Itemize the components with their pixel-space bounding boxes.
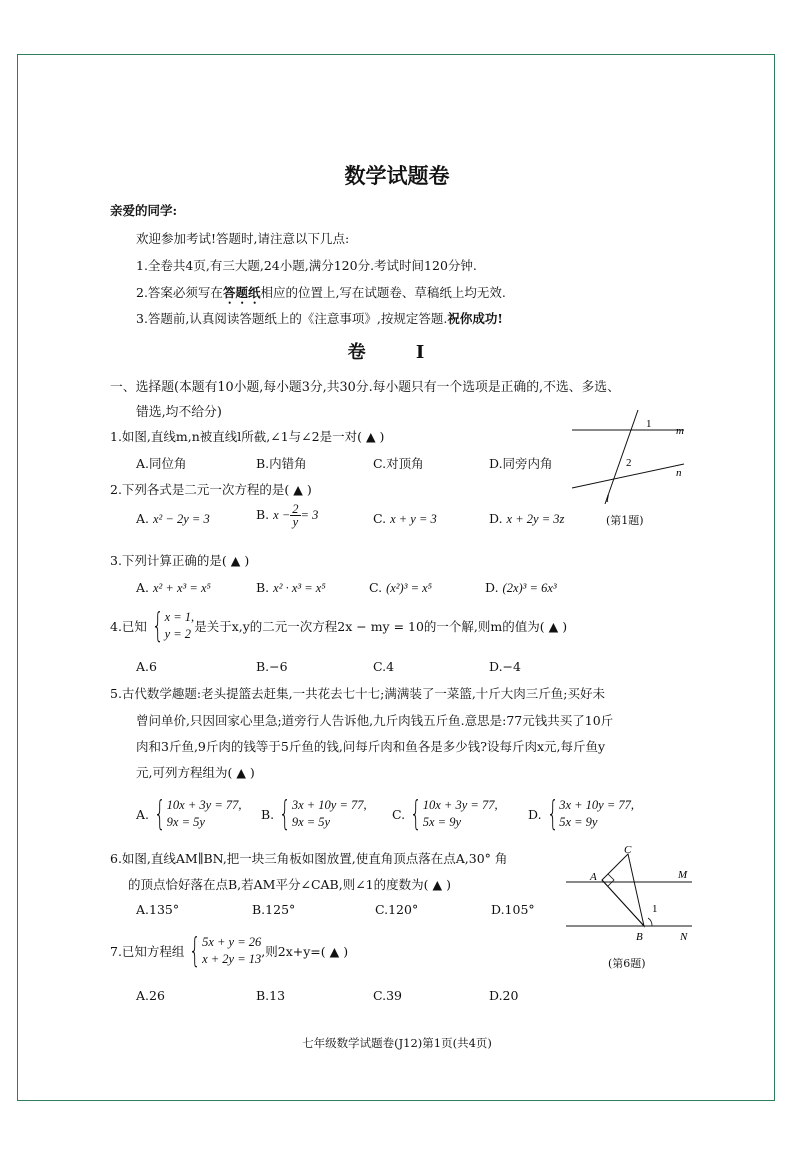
q3-a-label: A. <box>136 580 150 595</box>
q4-option-b: B.−6 <box>256 659 288 674</box>
label-m: M <box>678 869 688 881</box>
brace-icon: { <box>546 794 559 834</box>
section-title: 卷 I <box>347 342 447 363</box>
page-title: 数学试题卷 <box>344 163 450 188</box>
q7-option-d: D.20 <box>489 988 519 1003</box>
q4-row1: x = 1, <box>164 610 195 624</box>
q7-row2: x + 2y = 13 <box>202 952 262 966</box>
q7-row1: 5x + y = 26 <box>202 935 262 949</box>
label-l: l <box>606 493 610 505</box>
q3-c-label: C. <box>369 580 383 595</box>
q5-line3: 肉和3斤鱼,9斤肉的钱等于5斤鱼的钱,问每斤肉和鱼各是多少钱?设每斤肉x元,每斤鱼y <box>136 739 606 754</box>
note-1: 1.全卷共4页,有三大题,24小题,满分120分.考试时间120分钟. <box>136 258 477 273</box>
angle-1-arc <box>648 918 652 926</box>
q5-line2: 曾问单价,只因回家心里急;道旁行人告诉他,九斤肉钱五斤鱼.意思是:77元钱共买了10斤 <box>136 713 614 728</box>
part1-header-line1: 一、选择题(本题有10小题,每小题3分,共30分.每小题只有一个选项是正确的,不选、多选、 <box>110 380 620 395</box>
q5-a-row1: 10x + 3y = 77, <box>166 798 242 812</box>
note-2-emphasis: 答题纸 <box>222 285 261 300</box>
q6-option-d: D.105° <box>491 902 535 917</box>
angle-1-label: 1 <box>646 418 652 430</box>
q5-c-row2: 5x = 9y <box>422 815 462 829</box>
q3-b-label: B. <box>256 580 270 595</box>
note-2-part-a: 2.答案必须写在 <box>136 285 223 300</box>
q5-a-row2: 9x = 5y <box>166 815 205 829</box>
q1-option-d: D.同旁内角 <box>489 456 553 471</box>
part1-header-line2: 错选,均不给分) <box>136 405 222 420</box>
q7-option-c: C.39 <box>373 988 402 1003</box>
q1-option-c: C.对顶角 <box>373 456 424 471</box>
q5-d-row1: 3x + 10y = 77, <box>559 798 635 812</box>
q3-c-expr: (x²)³ = x⁵ <box>386 581 433 595</box>
q3-d-label: D. <box>485 580 499 595</box>
q7-option-a: A.26 <box>136 988 165 1003</box>
q2-b-pre: x − <box>273 508 291 522</box>
q5-d-row2: 5x = 9y <box>559 815 598 829</box>
q6-option-c: C.120° <box>375 902 419 917</box>
figure-q1-caption: (第1题) <box>606 514 644 527</box>
q3-option-d <box>485 580 557 596</box>
angle-2-label: 2 <box>626 457 632 469</box>
brace-icon: { <box>409 794 422 834</box>
q2-d-label: D. <box>489 511 503 526</box>
q4-row2: y = 2 <box>164 627 192 641</box>
q5-line1: 5.古代数学趣题:老头提篮去赶集,一共花去七十七;满满装了一菜篮,十斤大肉三斤鱼;买好未 <box>110 686 606 701</box>
q5-option-c <box>392 794 498 834</box>
brace-icon: { <box>153 794 166 834</box>
q6-line1: 6.如图,直线AM∥BN,把一块三角板如图放置,使直角顶点落在点A,30° 角 <box>110 851 508 866</box>
q4-post: 是关于x,y的二元一次方程2x − my = 10的一个解,则m的值为( ▲ ) <box>194 619 568 634</box>
figure-q6 <box>556 840 696 945</box>
q3-b-expr: x² · x³ = x⁵ <box>273 581 326 595</box>
q3-option-a <box>136 580 211 596</box>
q5-option-a <box>136 794 242 834</box>
q2-option-c <box>373 511 437 527</box>
q3-stem: 3.下列计算正确的是( ▲ ) <box>110 553 250 568</box>
q2-option-a <box>136 511 210 527</box>
q6-option-a: A.135° <box>136 902 180 917</box>
right-angle-mark <box>608 874 614 886</box>
q5-d-system <box>542 794 635 834</box>
q3-option-b <box>256 580 326 596</box>
q5-option-b <box>261 794 367 834</box>
q5-option-d <box>528 794 635 834</box>
q4-pre: 4.已知 <box>110 619 147 634</box>
page-footer: 七年级数学试题卷(J12)第1页(共4页) <box>302 1036 492 1050</box>
q4-option-c: C.4 <box>373 659 395 674</box>
label-m: m <box>676 425 684 437</box>
q5-c-row1: 10x + 3y = 77, <box>422 798 498 812</box>
line-l <box>605 410 638 504</box>
brace-icon: { <box>151 606 164 646</box>
q2-b-numerator: 2 <box>292 502 299 516</box>
angle-1-label: 1 <box>652 903 658 915</box>
label-n: N <box>680 931 688 943</box>
figure-q6-caption: (第6题) <box>608 957 646 970</box>
q2-c-label: C. <box>373 511 387 526</box>
q5-b-row1: 3x + 10y = 77, <box>291 798 367 812</box>
q7-pre: 7.已知方程组 <box>110 944 185 959</box>
q2-b-fraction <box>290 503 300 528</box>
note-2 <box>136 283 506 307</box>
q2-b-post: = 3 <box>300 508 319 522</box>
note-3 <box>136 309 503 327</box>
q3-option-c <box>369 580 432 596</box>
q2-a-expr: x² − 2y = 3 <box>153 512 210 526</box>
greeting: 亲爱的同学: <box>110 203 178 218</box>
q2-c-expr: x + y = 3 <box>390 512 437 526</box>
figure-q1 <box>566 408 696 528</box>
q6-option-b: B.125° <box>252 902 296 917</box>
q5-c-system <box>405 794 498 834</box>
label-a: A <box>590 871 597 883</box>
q5-d-label: D. <box>528 806 542 822</box>
segment-ab <box>602 880 644 926</box>
q2-option-b <box>256 503 318 528</box>
q6-line2: 的顶点恰好落在点B,若AM平分∠CAB,则∠1的度数为( ▲ ) <box>128 877 451 892</box>
q1-option-b: B.内错角 <box>256 456 307 471</box>
q7-stem <box>110 931 349 971</box>
q5-line4: 元,可列方程组为( ▲ ) <box>136 765 255 780</box>
q3-d-expr: (2x)³ = 6x³ <box>502 581 557 595</box>
brace-icon: { <box>189 931 202 971</box>
q2-stem: 2.下列各式是二元一次方程的是( ▲ ) <box>110 482 312 497</box>
note-3-wish: 祝你成功! <box>447 311 503 326</box>
q2-a-label: A. <box>136 511 150 526</box>
triangle-board <box>602 854 644 926</box>
q7-option-b: B.13 <box>256 988 286 1003</box>
q5-a-system <box>149 794 242 834</box>
q5-b-label: B. <box>261 806 275 822</box>
q4-option-d: D.−4 <box>489 659 521 674</box>
brace-icon: { <box>279 794 291 834</box>
label-b: B <box>636 931 643 943</box>
q5-b-row2: 9x = 5y <box>291 815 331 829</box>
q1-stem: 1.如图,直线m,n被直线l所截,∠1与∠2是一对( ▲ ) <box>110 429 385 444</box>
q2-b-label: B. <box>256 507 270 522</box>
q7-system <box>184 931 262 971</box>
q4-option-a: A.6 <box>136 659 157 674</box>
q7-post: ,则2x+y=( ▲ ) <box>261 944 349 959</box>
q5-c-label: C. <box>392 806 406 822</box>
label-c: C <box>624 844 632 856</box>
note-2-part-c: 相应的位置上,写在试题卷、草稿纸上均无效. <box>260 285 506 300</box>
q4-system <box>147 606 195 646</box>
q2-d-expr: x + 2y = 3z <box>506 512 565 526</box>
note-3-part-a: 3.答题前,认真阅读答题纸上的《注意事项》,按规定答题. <box>136 311 448 326</box>
q4-stem <box>110 606 568 646</box>
q1-option-a: A.同位角 <box>136 456 187 471</box>
q5-a-label: A. <box>136 806 150 822</box>
q2-option-d <box>489 511 564 527</box>
q2-b-denominator: y <box>292 515 299 529</box>
q5-b-system <box>274 794 367 834</box>
label-n: n <box>676 467 682 479</box>
intro-text: 欢迎参加考试!答题时,请注意以下几点: <box>136 231 350 246</box>
q3-a-expr: x² + x³ = x⁵ <box>153 581 211 595</box>
